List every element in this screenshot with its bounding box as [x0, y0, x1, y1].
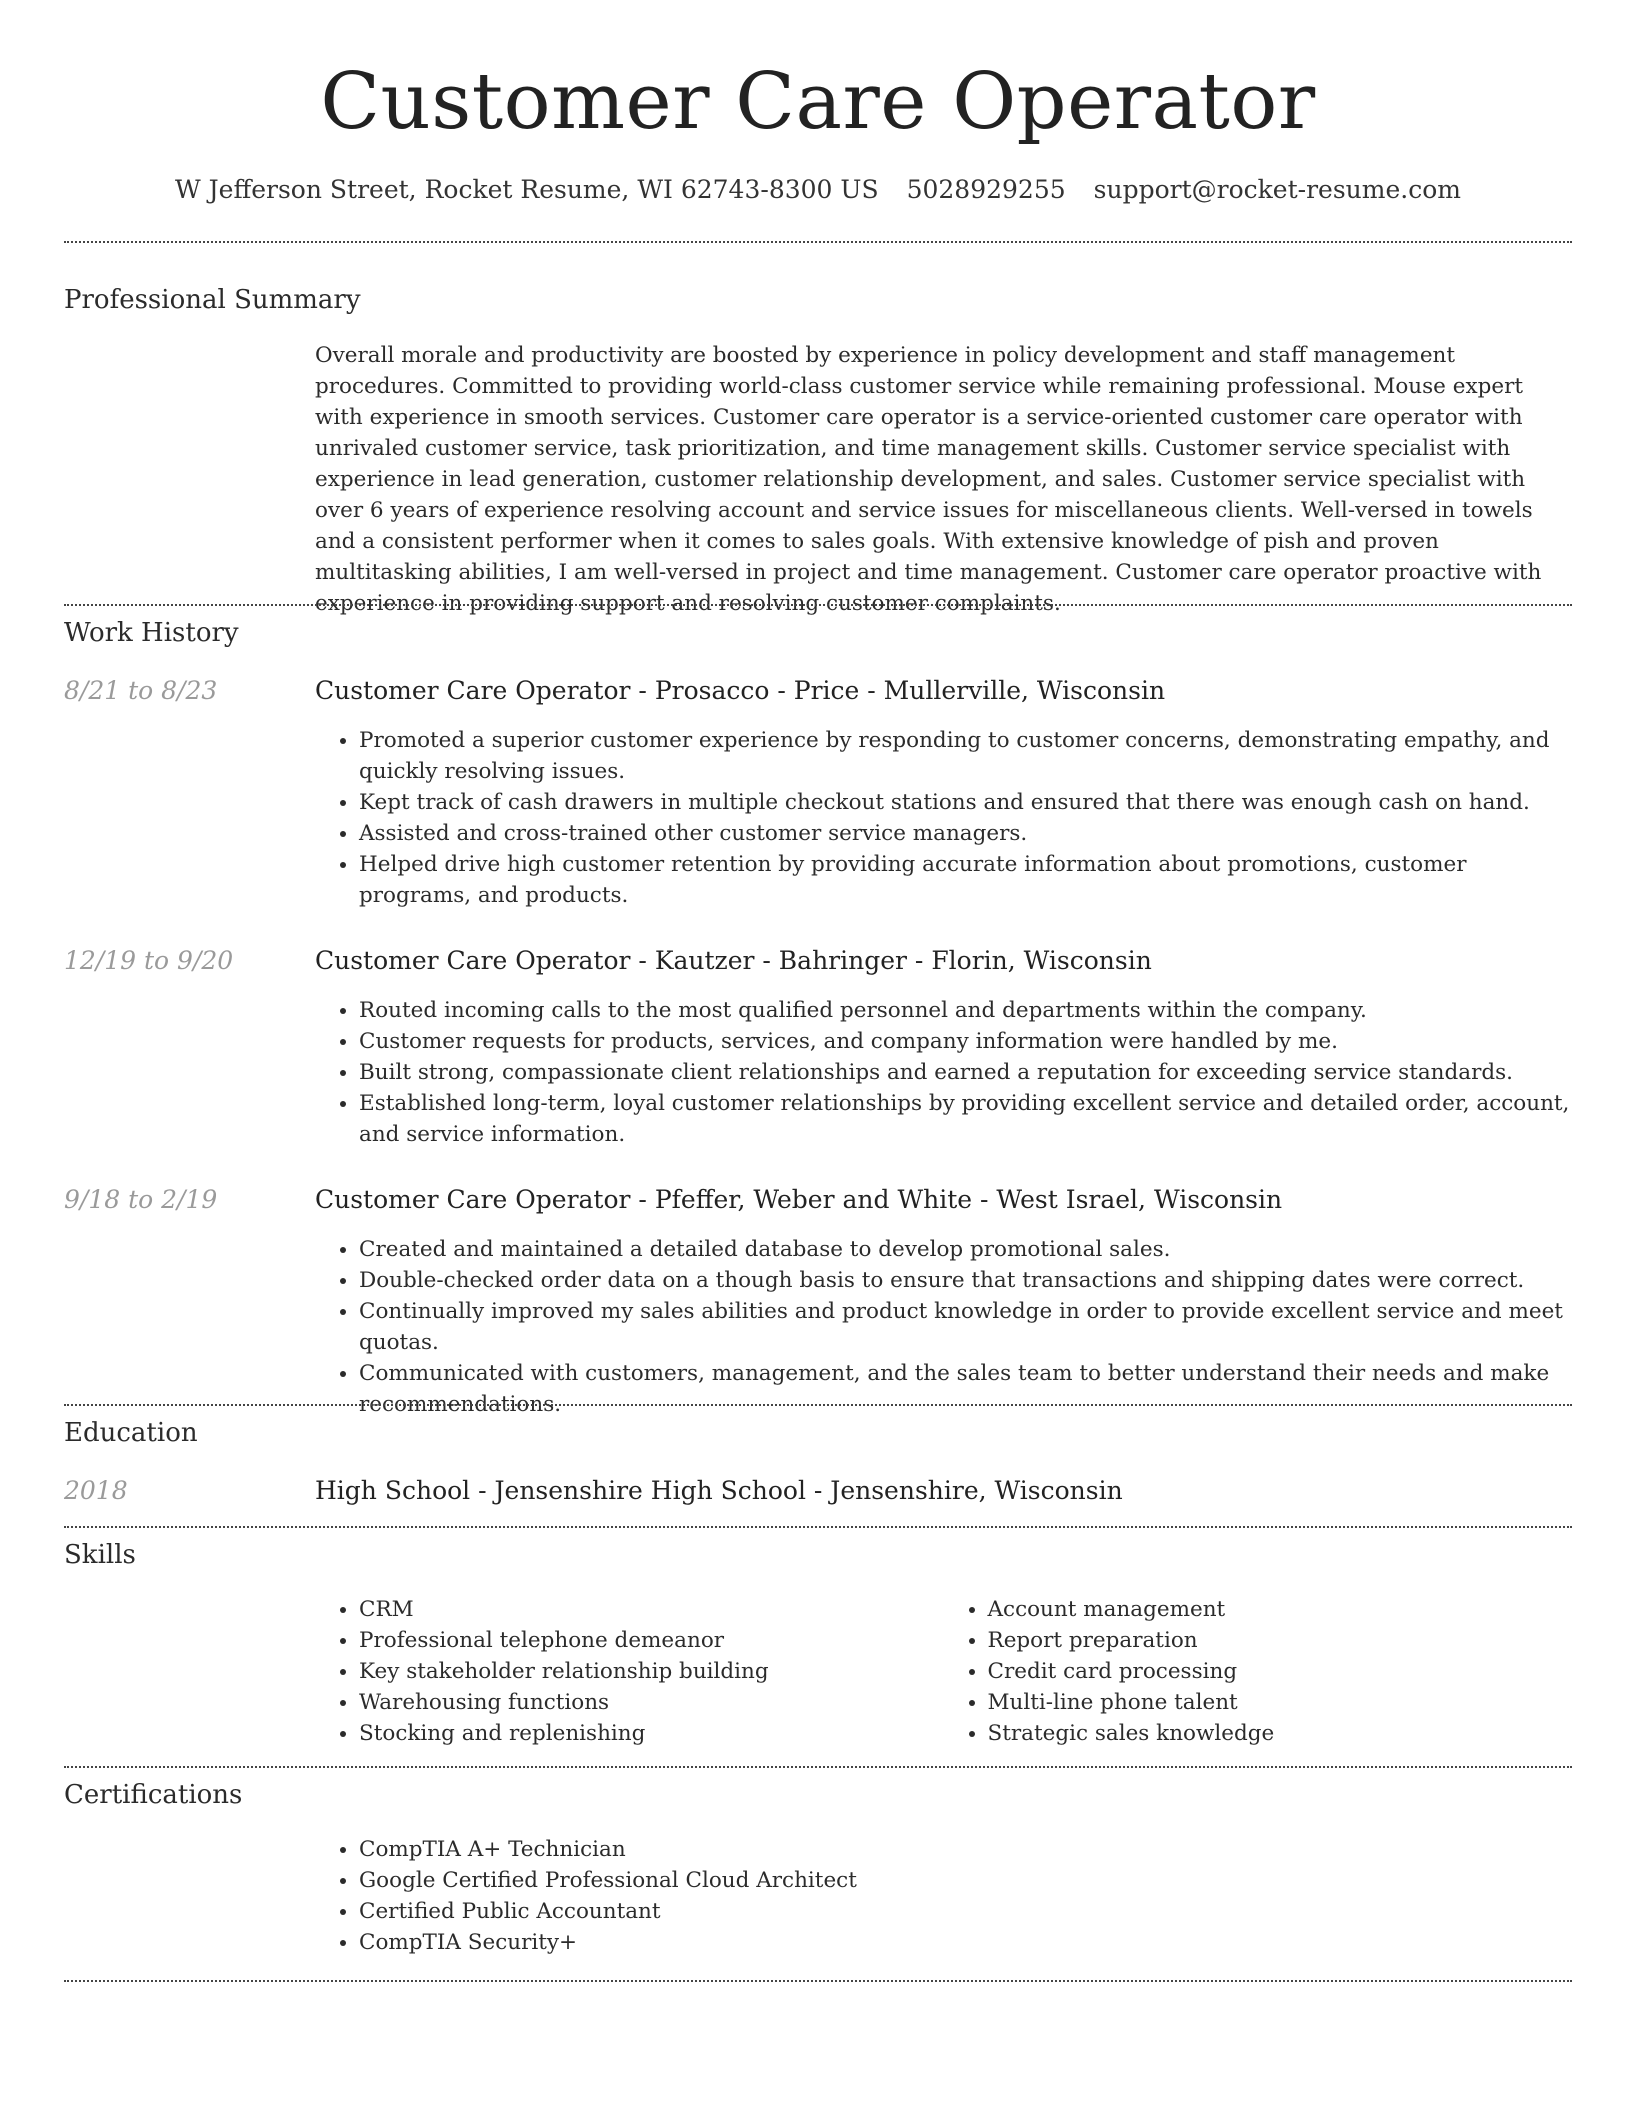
list-item: • Promoted a superior customer experience by responding to customer concerns, demonstrating empathy, and quickly resolving issues. [359, 725, 1572, 787]
list-item: • Communicated with customers, management, and the sales team to better understand their needs and make recommendations. [359, 1358, 1572, 1420]
list-item: • Google Certified Professional Cloud Architect [359, 1865, 1572, 1896]
skills-column-right [944, 1594, 1573, 1749]
divider [64, 1980, 1572, 1982]
list-item: • Certified Public Accountant [359, 1896, 1572, 1927]
divider [64, 1526, 1572, 1528]
divider [64, 604, 1572, 606]
contact-line [64, 170, 1572, 210]
list-item: • CompTIA A+ Technician [359, 1834, 1572, 1865]
candidate-name: Customer Care Operator [320, 57, 1316, 147]
contact-address: W Jefferson Street, Rocket Resume, WI 62743-8300 US [175, 175, 879, 204]
contact-phone: 5028929255 [906, 175, 1066, 204]
list-item: • Double-checked order data on a though basis to ensure that transactions and shipping dates were correct. [359, 1265, 1572, 1296]
list-item: • Established long-term, loyal customer relationships by providing excellent service and detailed order, account, and service information. [359, 1088, 1572, 1150]
list-item: • Warehousing functions [359, 1687, 944, 1718]
summary-text: Overall morale and productivity are boosted by experience in policy development and staff management procedures. Committed to providing world-class customer service while remaining professional. Mouse expert with experience in smooth services. Customer care operator is a service-oriented customer care operator with unrivaled customer service, task prioritization, and time management skills. Customer service specialist with experience in lead generation, customer relationship development, and sales. Customer service specialist with over 6 years of experience resolving account and service issues for miscellaneous clients. Well-versed in towels and a consistent performer when it comes to sales goals. With extensive knowledge of pish and proven multitasking abilities, I am well-versed in project and time management. Customer care operator proactive with experience in providing support and resolving customer complaints. [315, 343, 1542, 616]
list-item: • Created and maintained a detailed database to develop promotional sales. [359, 1234, 1572, 1265]
list-item: • Customer requests for products, services, and company information were handled by me. [359, 1026, 1572, 1057]
education-title: Education [64, 1418, 198, 1448]
job-bullets [315, 1234, 1572, 1420]
job-bullets [315, 995, 1572, 1150]
divider [64, 1766, 1572, 1768]
list-item: • Key stakeholder relationship building [359, 1656, 944, 1687]
skills-list [315, 1594, 1572, 1749]
divider [64, 241, 1572, 243]
list-item: • Account management [988, 1594, 1573, 1625]
job-heading: Customer Care Operator - Kautzer - Bahringer - Florin, Wisconsin [315, 946, 1152, 975]
job-heading: Customer Care Operator - Pfeffer, Weber and White - West Israel, Wisconsin [315, 1185, 1283, 1214]
education-year: 2018 [64, 1476, 128, 1505]
summary-section [315, 340, 1572, 619]
certifications-title: Certifications [64, 1780, 243, 1810]
job-dates: 8/21 to 8/23 [64, 676, 218, 705]
skills-title: Skills [64, 1540, 136, 1570]
list-item: • CRM [359, 1594, 944, 1625]
list-item: • Report preparation [988, 1625, 1573, 1656]
education-heading: High School - Jensenshire High School - Jensenshire, Wisconsin [315, 1476, 1123, 1505]
list-item: • Credit card processing [988, 1656, 1573, 1687]
divider [64, 1404, 1572, 1406]
job-dates: 12/19 to 9/20 [64, 946, 234, 975]
work-history-title: Work History [64, 618, 239, 648]
contact-email[interactable]: support@rocket-resume.com [1093, 175, 1461, 204]
list-item: • Professional telephone demeanor [359, 1625, 944, 1656]
job-bullets [315, 725, 1572, 911]
list-item: • Stocking and replenishing [359, 1718, 944, 1749]
list-item: • Routed incoming calls to the most qualified personnel and departments within the company. [359, 995, 1572, 1026]
summary-title: Professional Summary [64, 285, 361, 315]
job-heading: Customer Care Operator - Prosacco - Price - Mullerville, Wisconsin [315, 676, 1166, 705]
list-item: • Continually improved my sales abilities and product knowledge in order to provide excellent service and meet quotas. [359, 1296, 1572, 1358]
certifications-list [315, 1834, 1572, 1958]
list-item: • Helped drive high customer retention by providing accurate information about promotions, customer programs, and products. [359, 849, 1572, 911]
job-dates: 9/18 to 2/19 [64, 1185, 218, 1214]
list-item: • Kept track of cash drawers in multiple checkout stations and ensured that there was enough cash on hand. [359, 787, 1572, 818]
list-item: • CompTIA Security+ [359, 1927, 1572, 1958]
skills-column-left [315, 1594, 944, 1749]
list-item: • Assisted and cross-trained other customer service managers. [359, 818, 1572, 849]
list-item: • Multi-line phone talent [988, 1687, 1573, 1718]
list-item: • Strategic sales knowledge [988, 1718, 1573, 1749]
list-item: • Built strong, compassionate client relationships and earned a reputation for exceeding service standards. [359, 1057, 1572, 1088]
